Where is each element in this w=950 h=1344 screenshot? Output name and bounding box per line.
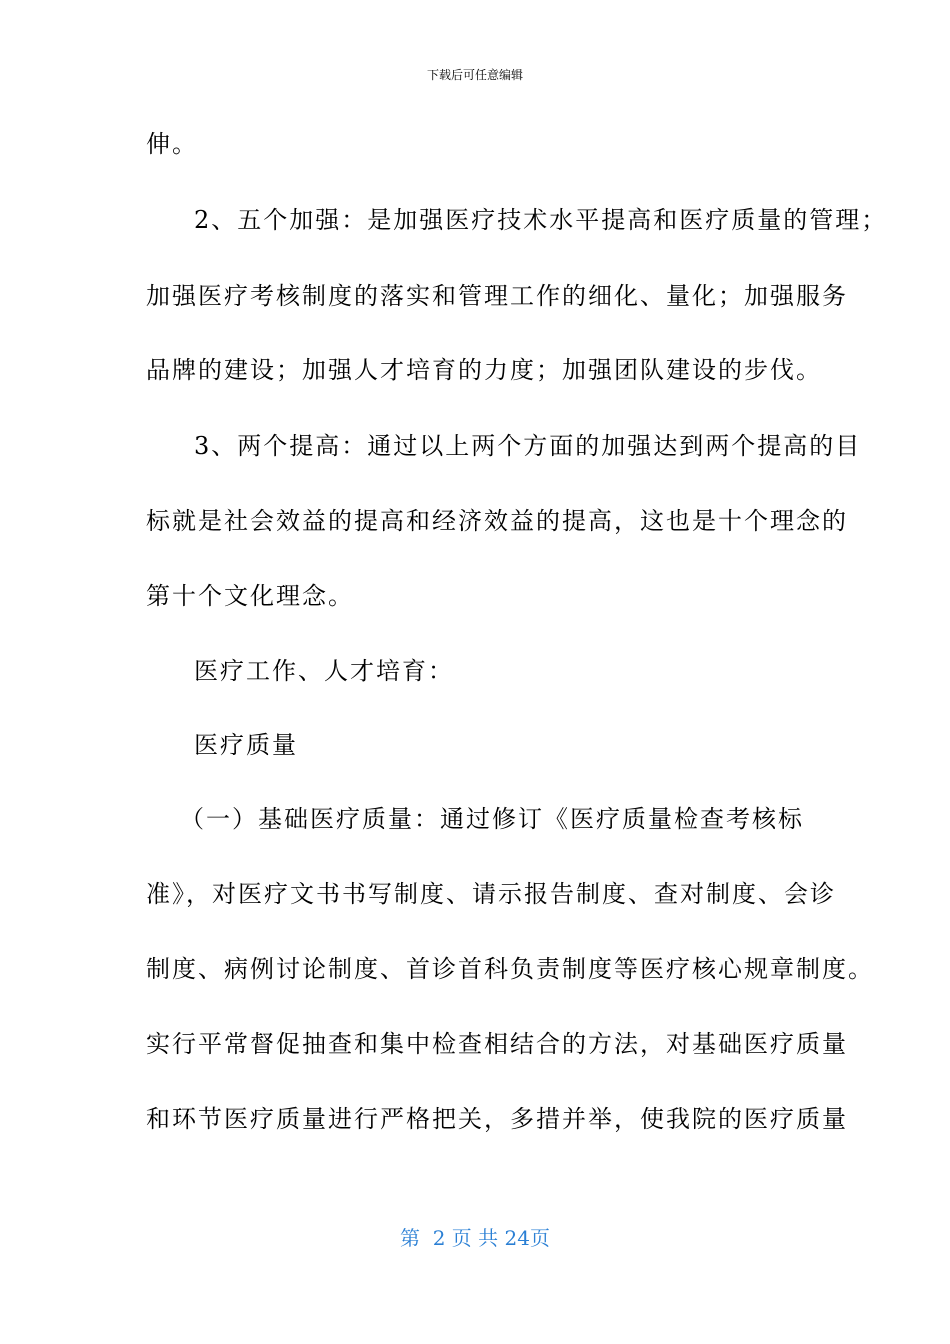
body-line: 2、五个加强：是加强医疗技术水平提高和医疗质量的管理； [194,206,888,234]
body-line: 实行平常督促抽查和集中检查相结合的方法，对基础医疗质量 [146,1030,848,1058]
page-header-note: 下载后可任意编辑 [426,68,523,82]
body-line: 和环节医疗质量进行严格把关，多措并举，使我院的医疗质量 [146,1105,848,1133]
page-number: 第 2 页 共 24页 [400,1226,550,1250]
body-line: 准》，对医疗文书书写制度、请示报告制度、查对制度、会诊 [146,880,836,908]
body-line: 3、两个提高：通过以上两个方面的加强达到两个提高的目 [194,432,862,460]
body-line: 品牌的建设；加强人才培育的力度；加强团队建设的步伐。 [146,356,822,384]
subsection-line: （一）基础医疗质量：通过修订《医疗质量检查考核标 [180,805,804,833]
body-line: 加强医疗考核制度的落实和管理工作的细化、量化；加强服务 [146,282,848,310]
body-line: 伸。 [146,130,198,158]
body-line: 制度、病例讨论制度、首诊首科负责制度等医疗核心规章制度。 [146,955,874,983]
body-line: 标就是社会效益的提高和经济效益的提高，这也是十个理念的 [146,507,848,535]
section-heading: 医疗质量 [194,731,298,759]
section-heading: 医疗工作、人才培育： [194,657,454,685]
body-line: 第十个文化理念。 [146,582,354,610]
